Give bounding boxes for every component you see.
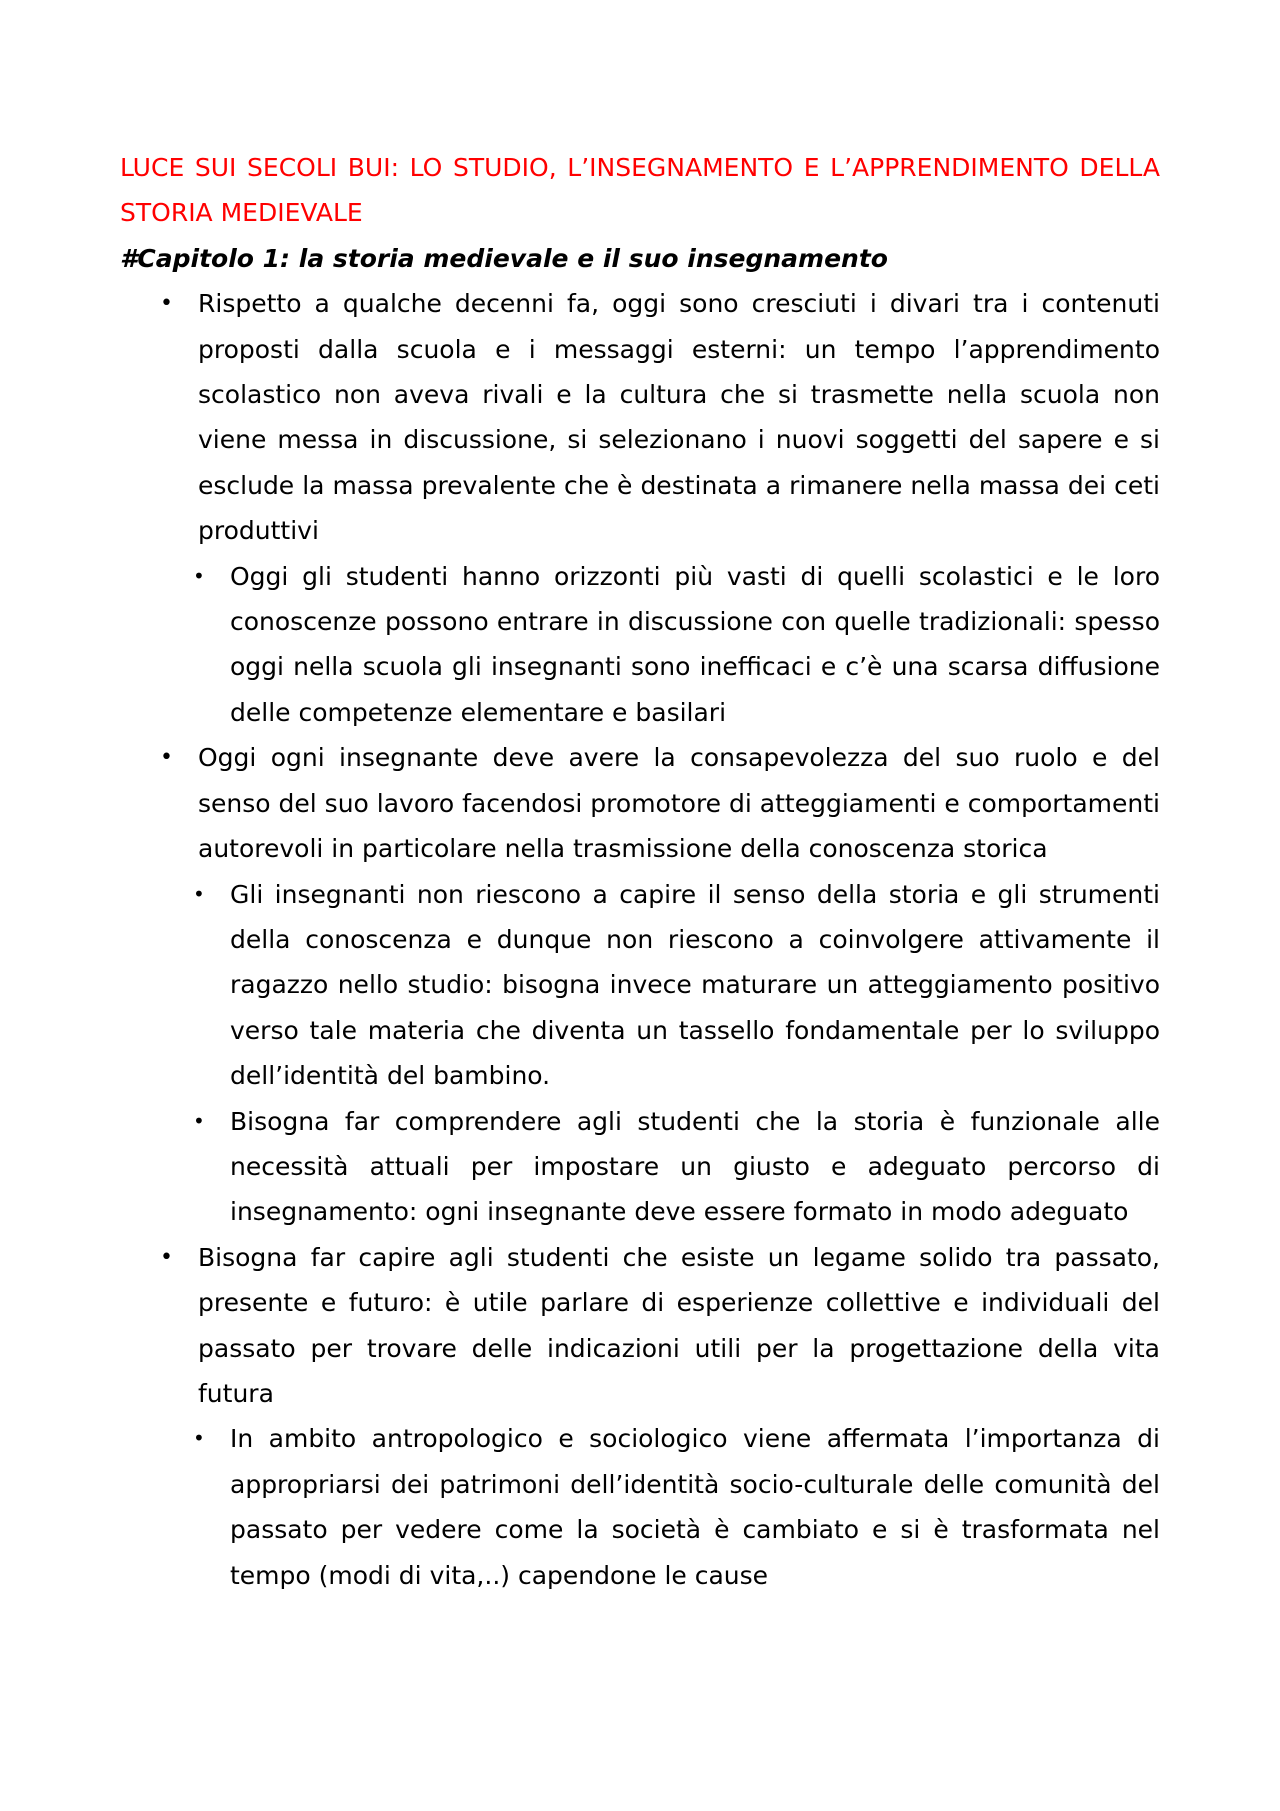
list-item-text: Rispetto a qualche decenni fa, oggi sono cresciuti i divari tra i contenuti proposti dalla scuola e i messaggi esterni: un tempo l’apprendimento scolastico non aveva rivali e la cultura che si trasmette nella scuola non viene messa in discussione, si selezionano i nuovi soggetti del sapere e si esclude la massa prevalente che è destinata a rimanere nella massa dei ceti produttivi bbox=[198, 289, 1160, 546]
bullet-list bbox=[120, 281, 1160, 1598]
list-item-text: Oggi ogni insegnante deve avere la consapevolezza del suo ruolo e del senso del suo lavoro facendosi promotore di atteggiamenti e comportamenti autorevoli in particolare nella trasmissione della conoscenza storica bbox=[198, 743, 1160, 864]
list-item-text: Bisogna far comprendere agli studenti che la storia è funzionale alle necessità attuali per impostare un giusto e adeguato percorso di insegnamento: ogni insegnante deve essere formato in modo adeguato bbox=[230, 1106, 1160, 1227]
list-item bbox=[120, 1099, 1160, 1235]
list-item bbox=[120, 872, 1160, 1099]
bullet-icon: • bbox=[193, 1108, 205, 1133]
document-body bbox=[120, 145, 1160, 1598]
document-title: LUCE SUI SECOLI BUI: LO STUDIO, L’INSEGNAMENTO E L’APPRENDIMENTO DELLA STORIA MEDIEVALE bbox=[120, 153, 1160, 228]
bullet-icon: • bbox=[160, 745, 173, 771]
list-item bbox=[120, 735, 1160, 871]
list-item bbox=[120, 554, 1160, 736]
list-item bbox=[120, 1416, 1160, 1598]
list-item-text: Bisogna far capire agli studenti che esiste un legame solido tra passato, presente e futuro: è utile parlare di esperienze collettive e individuali del passato per trovare delle indicazioni utili per la progettazione della vita futura bbox=[198, 1242, 1160, 1408]
list-item-text: Oggi gli studenti hanno orizzonti più vasti di quelli scolastici e le loro conoscenze possono entrare in discussione con quelle tradizionali: spesso oggi nella scuola gli insegnanti sono inefficaci e c’è una scarsa diffusione delle competenze elementare e basilari bbox=[230, 561, 1160, 727]
bullet-icon: • bbox=[193, 881, 205, 906]
bullet-icon: • bbox=[160, 291, 173, 317]
bullet-icon: • bbox=[193, 563, 205, 588]
chapter-heading: #Capitolo 1: la storia medievale e il suo insegnamento bbox=[120, 243, 888, 273]
list-item-text: Gli insegnanti non riescono a capire il senso della storia e gli strumenti della conoscenza e dunque non riescono a coinvolgere attivamente il ragazzo nello studio: bisogna invece maturare un atteggiamento positivo verso tale materia che diventa un tassello fondamentale per lo sviluppo dell’identità del bambino. bbox=[230, 879, 1160, 1091]
list-item-text: In ambito antropologico e sociologico viene affermata l’importanza di appropriarsi dei patrimoni dell’identità socio-culturale delle comunità del passato per vedere come la società è cambiato e si è trasformata nel tempo (modi di vita,..) capendone le cause bbox=[230, 1424, 1160, 1590]
list-item bbox=[120, 281, 1160, 553]
bullet-icon: • bbox=[160, 1244, 173, 1270]
list-item bbox=[120, 1235, 1160, 1417]
bullet-icon: • bbox=[193, 1426, 205, 1451]
